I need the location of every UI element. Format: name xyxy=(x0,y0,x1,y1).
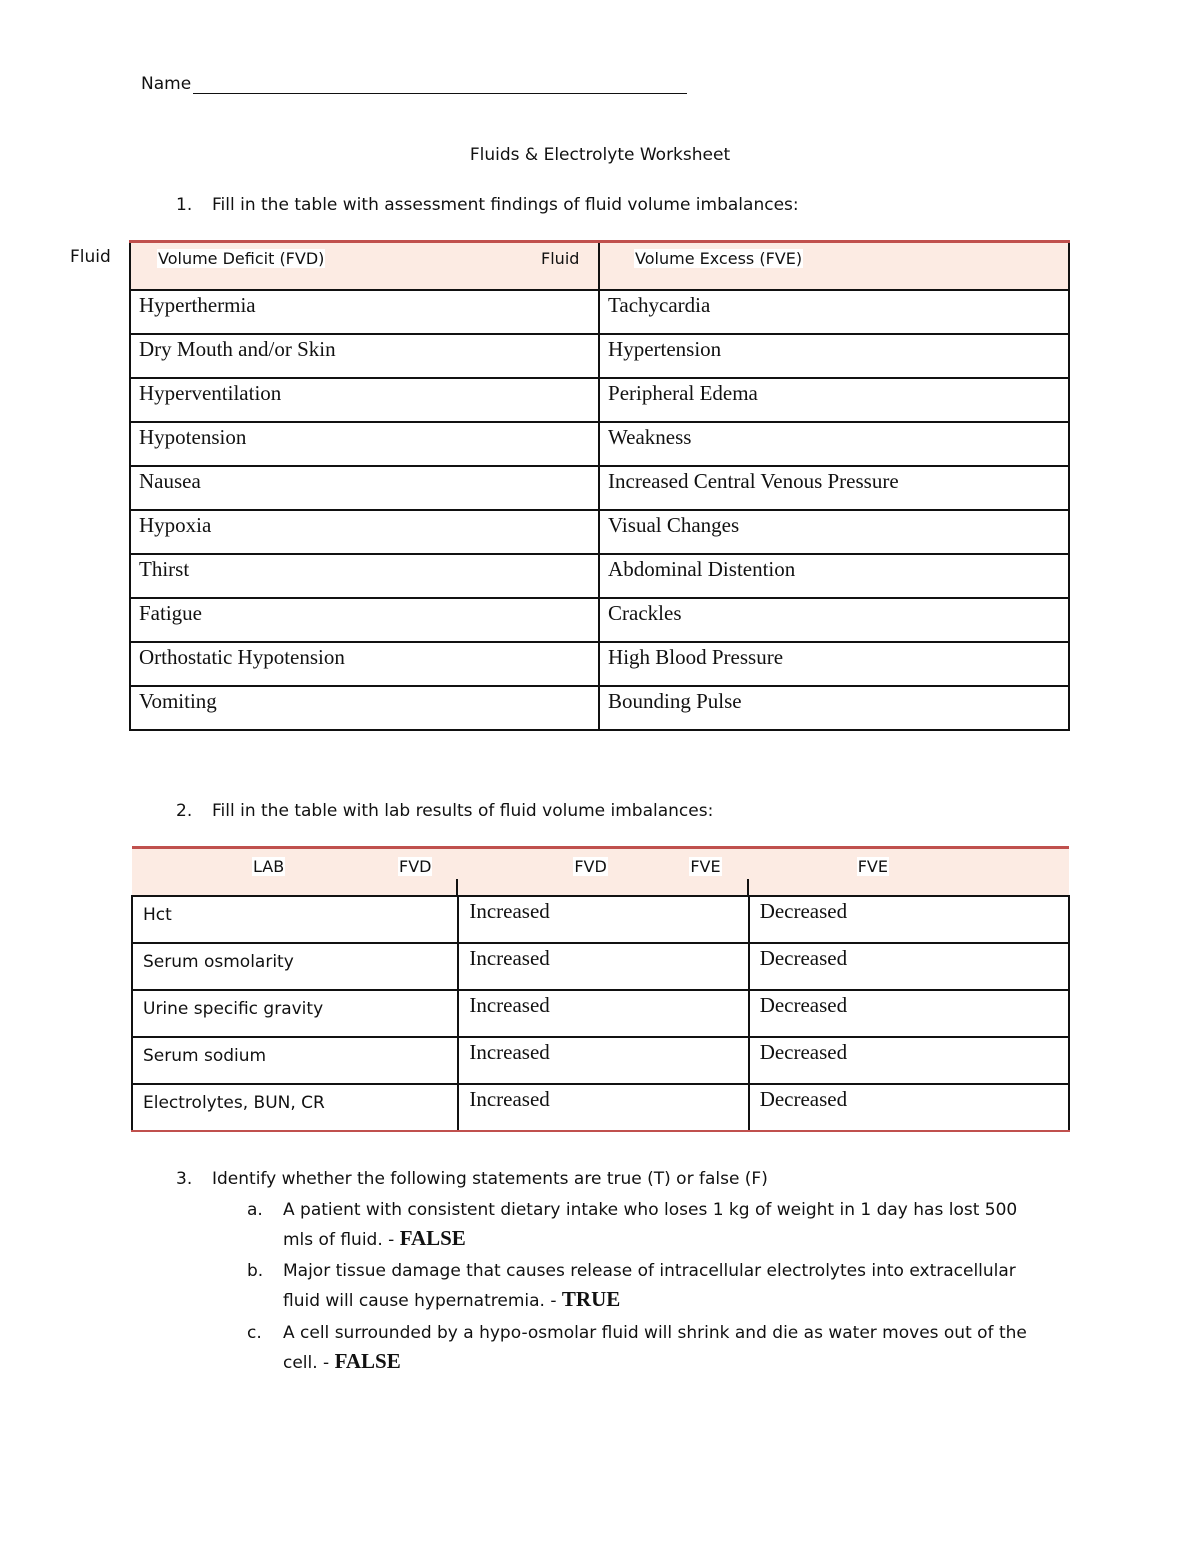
header-cell-fve xyxy=(749,848,1069,896)
outside-fluid-label: Fluid xyxy=(70,247,111,267)
fvd-cell[interactable]: Hypoxia xyxy=(130,510,599,554)
lab-name-cell: Serum osmolarity xyxy=(132,943,458,990)
fve-result-cell[interactable]: Decreased xyxy=(749,990,1069,1037)
lab-name-cell: Hct xyxy=(132,896,458,943)
fvd-result-cell[interactable]: Increased xyxy=(458,896,748,943)
question-2 xyxy=(176,801,713,821)
fve-cell[interactable]: Increased Central Venous Pressure xyxy=(599,466,1069,510)
fve-result-cell[interactable]: Decreased xyxy=(749,943,1069,990)
fve-cell[interactable]: Tachycardia xyxy=(599,290,1069,334)
table-row xyxy=(130,466,1069,510)
col2-header-label: Volume Excess (FVE) xyxy=(635,249,803,268)
fvd-result-cell[interactable]: Increased xyxy=(458,990,748,1037)
name-blank-line[interactable] xyxy=(193,75,687,94)
question-2-prompt: Fill in the table with lab results of fluid volume imbalances: xyxy=(212,801,714,821)
statement-c xyxy=(247,1323,1027,1374)
statement-text-line1: A cell surrounded by a hypo-osmolar fluid will shrink and die as water moves out of the xyxy=(283,1323,1027,1343)
fvd-result-cell[interactable]: Increased xyxy=(458,1037,748,1084)
question-1-number: 1. xyxy=(176,195,193,215)
fve-cell[interactable]: Bounding Pulse xyxy=(599,686,1069,730)
question-2-number: 2. xyxy=(176,801,193,821)
table-row xyxy=(130,642,1069,686)
header-divider xyxy=(747,879,749,897)
table-header-row xyxy=(130,242,1069,290)
fve-cell[interactable]: Visual Changes xyxy=(599,510,1069,554)
lab-name-cell: Electrolytes, BUN, CR xyxy=(132,1084,458,1131)
col1-header-label: Volume Deficit (FVD) xyxy=(158,249,325,268)
fve-cell[interactable]: Abdominal Distention xyxy=(599,554,1069,598)
table-row xyxy=(132,990,1069,1037)
question-3 xyxy=(176,1169,768,1189)
table-row xyxy=(130,510,1069,554)
name-field-row xyxy=(141,74,687,94)
statement-a xyxy=(247,1200,1017,1251)
table-row xyxy=(130,290,1069,334)
statement-letter: a. xyxy=(247,1200,263,1220)
table-row xyxy=(130,334,1069,378)
table-row xyxy=(132,943,1069,990)
assessment-findings-table xyxy=(129,240,1070,731)
statement-b xyxy=(247,1261,1016,1312)
table-row xyxy=(130,686,1069,730)
fve-cell[interactable]: High Blood Pressure xyxy=(599,642,1069,686)
header-cell-fve xyxy=(541,242,1069,290)
table-row xyxy=(132,1037,1069,1084)
col2-header-prefix: Fluid xyxy=(541,249,580,268)
question-3-number: 3. xyxy=(176,1169,193,1189)
fvd-cell[interactable]: Hyperthermia xyxy=(130,290,599,334)
fvd-cell[interactable]: Hypotension xyxy=(130,422,599,466)
statement-answer[interactable]: TRUE xyxy=(561,1287,621,1311)
statement-text-line1: A patient with consistent dietary intake who loses 1 kg of weight in 1 day has lost 500 xyxy=(283,1200,1018,1220)
table-row xyxy=(130,378,1069,422)
fvd-cell[interactable]: Dry Mouth and/or Skin xyxy=(130,334,599,378)
fvd-cell[interactable]: Hyperventilation xyxy=(130,378,599,422)
header-lab-label: LAB xyxy=(253,857,285,876)
header-fve-label-a: FVE xyxy=(690,857,721,876)
fve-result-cell[interactable]: Decreased xyxy=(749,1037,1069,1084)
fvd-cell[interactable]: Vomiting xyxy=(130,686,599,730)
fve-result-cell[interactable]: Decreased xyxy=(749,896,1069,943)
header-fve-label-b: FVE xyxy=(857,857,888,876)
fvd-cell[interactable]: Fatigue xyxy=(130,598,599,642)
header-cell-fvd xyxy=(130,242,599,290)
statement-letter: c. xyxy=(247,1323,262,1343)
question-1 xyxy=(176,195,799,215)
fvd-result-cell[interactable]: Increased xyxy=(458,1084,748,1131)
header-divider xyxy=(456,879,458,897)
header-cell-fvd xyxy=(458,848,748,896)
header-cell-lab xyxy=(132,848,458,896)
statement-text-line1: Major tissue damage that causes release of intracellular electrolytes into extracellular xyxy=(283,1261,1016,1281)
table-row xyxy=(130,422,1069,466)
fvd-cell[interactable]: Thirst xyxy=(130,554,599,598)
lab-results-table xyxy=(131,846,1070,1132)
table-row xyxy=(130,554,1069,598)
table-row xyxy=(130,598,1069,642)
fve-cell[interactable]: Weakness xyxy=(599,422,1069,466)
table-row xyxy=(132,896,1069,943)
name-label: Name xyxy=(141,74,192,94)
lab-name-cell: Urine specific gravity xyxy=(132,990,458,1037)
statement-text-line2: cell. - xyxy=(283,1353,330,1373)
statement-answer[interactable]: FALSE xyxy=(334,1349,401,1373)
fvd-result-cell[interactable]: Increased xyxy=(458,943,748,990)
statement-answer[interactable]: FALSE xyxy=(399,1226,466,1250)
worksheet-title: Fluids & Electrolyte Worksheet xyxy=(469,145,731,165)
question-1-prompt: Fill in the table with assessment findings of fluid volume imbalances: xyxy=(212,195,799,215)
fve-cell[interactable]: Crackles xyxy=(599,598,1069,642)
fvd-cell[interactable]: Orthostatic Hypotension xyxy=(130,642,599,686)
fvd-cell[interactable]: Nausea xyxy=(130,466,599,510)
table-header-row xyxy=(132,848,1069,896)
table-row xyxy=(132,1084,1069,1131)
header-fvd-label-a: FVD xyxy=(399,857,432,876)
lab-name-cell: Serum sodium xyxy=(132,1037,458,1084)
fve-cell[interactable]: Peripheral Edema xyxy=(599,378,1069,422)
statement-text-line2: fluid will cause hypernatremia. - xyxy=(283,1291,557,1311)
question-3-prompt: Identify whether the following statements are true (T) or false (F) xyxy=(212,1169,768,1189)
statement-text-line2: mls of fluid. - xyxy=(283,1230,395,1250)
statement-letter: b. xyxy=(247,1261,264,1281)
fve-cell[interactable]: Hypertension xyxy=(599,334,1069,378)
header-fvd-label-b: FVD xyxy=(574,857,607,876)
fve-result-cell[interactable]: Decreased xyxy=(749,1084,1069,1131)
